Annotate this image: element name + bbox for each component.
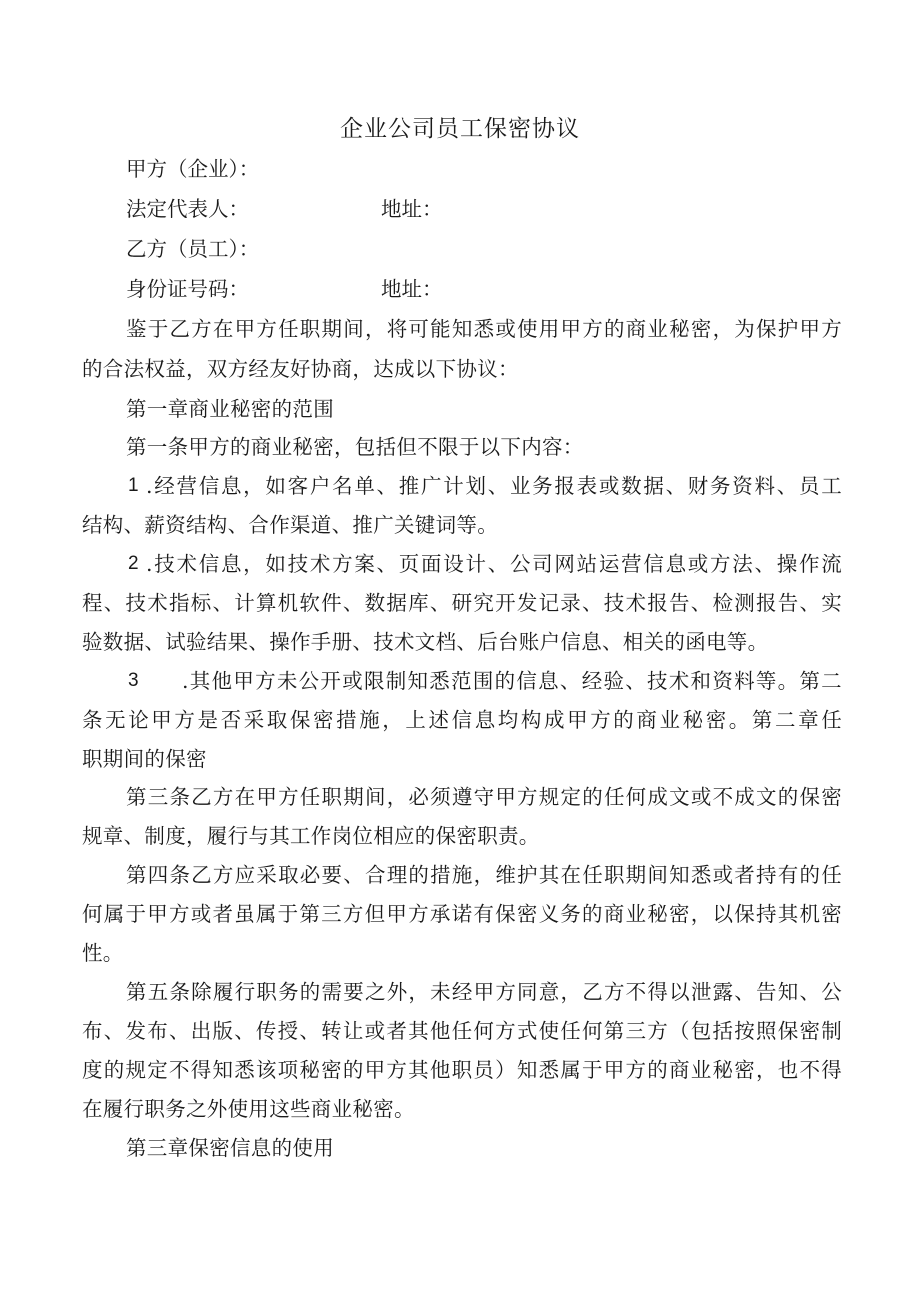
item-2-line-2: 程、技术指标、计算机软件、数据库、研究开发记录、技术报告、检测报告、实 [82, 591, 842, 615]
article-3-line-1: 第三条乙方在甲方任职期间，必须遵守甲方规定的任何成文或不成文的保密 [126, 785, 842, 809]
legal-rep-label: 法定代表人： [126, 197, 249, 221]
item-3-line-2: 条无论甲方是否采取保密措施，上述信息均构成甲方的商业秘密。第二章任 [82, 708, 842, 732]
item-1-line-2: 结构、薪资结构、合作渠道、推广关键词等。 [82, 513, 498, 537]
article-4-line-1: 第四条乙方应采取必要、合理的措施，维护其在任职期间知悉或者持有的任 [126, 863, 842, 887]
item-3-line-3: 职期间的保密 [82, 747, 207, 771]
article-5-line-4: 在履行职务之外使用这些商业秘密。 [82, 1097, 415, 1121]
preamble-line-1: 鉴于乙方在甲方任职期间，将可能知悉或使用甲方的商业秘密，为保护甲方 [126, 317, 842, 341]
chapter-1-heading: 第一章商业秘密的范围 [126, 397, 334, 421]
article-5-line-3: 度的规定不得知悉该项秘密的甲方其他职员）知悉属于甲方的商业秘密，也不得 [82, 1058, 842, 1082]
article-1: 第一条甲方的商业秘密，包括但不限于以下内容： [126, 435, 584, 459]
article-5-line-1: 第五条除履行职务的需要之外，未经甲方同意，乙方不得以泄露、告知、公 [126, 980, 842, 1004]
item-2-line-3: 验数据、试验结果、操作手册、技术文档、后台账户信息、相关的函电等。 [82, 630, 769, 654]
item-3-number: 3 [128, 670, 139, 691]
party-a-label: 甲方（企业）： [126, 157, 260, 181]
item-2-number: 2 [128, 553, 139, 574]
article-5-line-2: 布、发布、出版、传授、转让或者其他任何方式使任何第三方（包括按照保密制 [82, 1019, 842, 1043]
article-4-line-3: 性。 [82, 941, 124, 965]
article-3-line-2: 规章、制度，履行与其工作岗位相应的保密职责。 [82, 824, 540, 848]
preamble-line-2: 的合法权益，双方经友好协商，达成以下协议： [82, 357, 519, 381]
document-title: 企业公司员工保密协议 [340, 116, 580, 142]
item-3-line-1: .其他甲方未公开或限制知悉范围的信息、经验、技术和资料等。第二 [182, 669, 842, 693]
address-b-label: 地址： [381, 277, 443, 301]
id-number-label: 身份证号码： [126, 277, 249, 301]
party-b-label: 乙方（员工）： [126, 237, 260, 261]
item-1-number: 1 [128, 475, 139, 496]
address-a-label: 地址： [381, 197, 443, 221]
item-2-line-1: .技术信息，如技术方案、页面设计、公司网站运营信息或方法、操作流 [146, 552, 842, 576]
chapter-3-heading: 第三章保密信息的使用 [126, 1136, 334, 1160]
article-4-line-2: 何属于甲方或者虽属于第三方但甲方承诺有保密义务的商业秘密，以保持其机密 [82, 902, 842, 926]
item-1-line-1: .经营信息，如客户名单、推广计划、业务报表或数据、财务资料、员工 [146, 474, 842, 498]
